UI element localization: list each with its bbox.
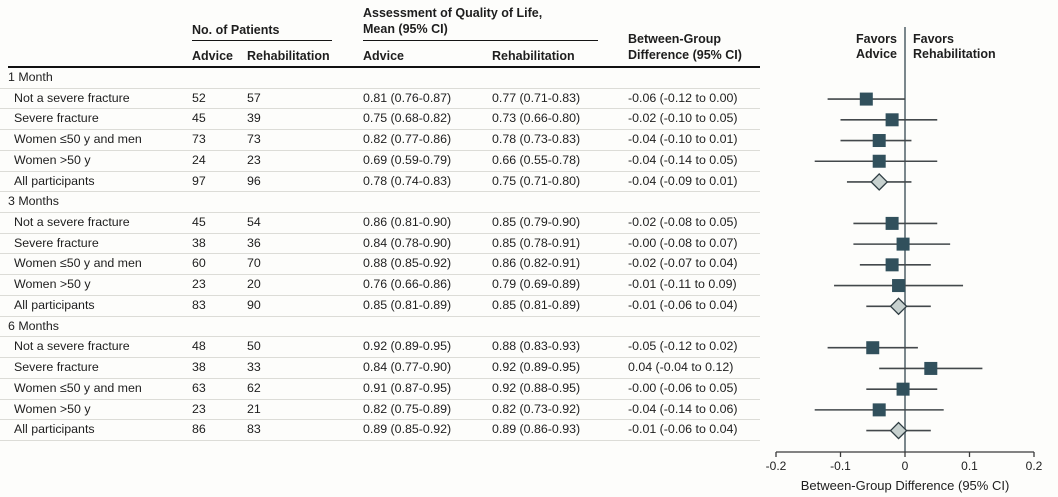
col-group-qol-line2: Mean (95% CI) (363, 22, 448, 36)
col-group-qol-line1: Assessment of Quality of Life, (363, 6, 543, 20)
qol-advice: 0.76 (0.66-0.86) (363, 277, 452, 292)
qol-rehabilitation: 0.88 (0.83-0.93) (492, 339, 581, 354)
n-advice: 38 (192, 360, 206, 375)
col-group-patients: No. of Patients (192, 23, 280, 37)
n-rehabilitation: 23 (247, 152, 261, 167)
table-row (0, 89, 760, 110)
row-label: Not a severe fracture (14, 339, 130, 354)
n-rehabilitation: 21 (247, 401, 261, 416)
forest-marker-square (873, 403, 886, 416)
between-group-difference: -0.01 (-0.06 to 0.04) (628, 297, 738, 312)
n-rehabilitation: 96 (247, 173, 261, 188)
n-advice: 83 (192, 297, 206, 312)
n-advice: 23 (192, 401, 206, 416)
table-row (0, 358, 760, 379)
between-group-difference: -0.05 (-0.12 to 0.02) (628, 339, 738, 354)
forest-marker-diamond (871, 174, 887, 190)
row-label: Severe fracture (14, 111, 99, 126)
n-advice: 73 (192, 132, 206, 147)
forest-marker-square (924, 362, 937, 375)
qol-underline (363, 40, 598, 41)
col-header-q-advice: Advice (363, 49, 404, 63)
between-group-difference: -0.04 (-0.10 to 0.01) (628, 132, 738, 147)
n-advice: 60 (192, 256, 206, 271)
section-row (0, 192, 760, 213)
favors-rehabilitation-line2: Rehabilitation (913, 47, 996, 61)
table-row (0, 213, 760, 234)
forest-marker-square (873, 134, 886, 147)
n-rehabilitation: 36 (247, 235, 261, 250)
between-group-difference: -0.01 (-0.06 to 0.04) (628, 422, 738, 437)
qol-advice: 0.91 (0.87-0.95) (363, 380, 452, 395)
section-label: 1 Month (8, 70, 53, 84)
x-axis-label: Between-Group Difference (95% CI) (800, 478, 1010, 493)
n-advice: 23 (192, 277, 206, 292)
row-label: All participants (14, 422, 95, 437)
forest-plot (760, 0, 1058, 497)
n-rehabilitation: 90 (247, 297, 261, 312)
between-group-difference: -0.06 (-0.12 to 0.00) (628, 90, 738, 105)
qol-advice: 0.86 (0.81-0.90) (363, 215, 452, 230)
section-label: 6 Months (8, 318, 59, 333)
row-label: Severe fracture (14, 360, 99, 375)
qol-rehabilitation: 0.77 (0.71-0.83) (492, 90, 581, 105)
section-row (0, 317, 760, 338)
table-row (0, 379, 760, 400)
between-group-difference: -0.04 (-0.14 to 0.06) (628, 401, 738, 416)
qol-advice: 0.85 (0.81-0.89) (363, 297, 452, 312)
row-label: Not a severe fracture (14, 215, 130, 230)
outcomes-table-body (0, 68, 760, 441)
between-group-difference: -0.01 (-0.11 to 0.09) (628, 277, 737, 292)
n-advice: 24 (192, 152, 206, 167)
row-label: Women ≤50 y and men (14, 380, 142, 395)
col-header-n-advice: Advice (192, 49, 233, 63)
qol-rehabilitation: 0.82 (0.73-0.92) (492, 401, 581, 416)
n-rehabilitation: 70 (247, 256, 261, 271)
qol-advice: 0.78 (0.74-0.83) (363, 173, 452, 188)
between-group-difference: -0.00 (-0.06 to 0.05) (628, 380, 738, 395)
between-group-difference: -0.00 (-0.08 to 0.07) (628, 235, 738, 250)
qol-rehabilitation: 0.89 (0.86-0.93) (492, 422, 581, 437)
forest-marker-square (860, 93, 873, 106)
table-row (0, 296, 760, 317)
forest-marker-square (886, 258, 899, 271)
row-label: Not a severe fracture (14, 90, 130, 105)
n-rehabilitation: 20 (247, 277, 261, 292)
qol-advice: 0.69 (0.59-0.79) (363, 152, 452, 167)
qol-advice: 0.82 (0.75-0.89) (363, 401, 452, 416)
n-advice: 45 (192, 111, 206, 126)
table-row (0, 151, 760, 172)
qol-rehabilitation: 0.75 (0.71-0.80) (492, 173, 581, 188)
row-label: Severe fracture (14, 235, 99, 250)
row-label: All participants (14, 297, 95, 312)
x-tick-label: 0.1 (961, 459, 978, 473)
table-row (0, 109, 760, 130)
table-row (0, 400, 760, 421)
n-advice: 86 (192, 422, 206, 437)
row-label: Women ≤50 y and men (14, 132, 142, 147)
col-header-n-rehab: Rehabilitation (247, 49, 330, 63)
n-rehabilitation: 33 (247, 360, 261, 375)
table-row (0, 254, 760, 275)
between-group-difference: 0.04 (-0.04 to 0.12) (628, 360, 734, 375)
qol-advice: 0.82 (0.77-0.86) (363, 132, 452, 147)
n-rehabilitation: 62 (247, 380, 261, 395)
qol-rehabilitation: 0.85 (0.81-0.89) (492, 297, 581, 312)
forest-marker-square (886, 113, 899, 126)
qol-rehabilitation: 0.66 (0.55-0.78) (492, 152, 581, 167)
x-tick-label: 0.2 (1025, 459, 1043, 473)
table-row (0, 275, 760, 296)
qol-rehabilitation: 0.78 (0.73-0.83) (492, 132, 581, 147)
n-advice: 38 (192, 235, 206, 250)
row-label: Women >50 y (14, 401, 91, 416)
n-rehabilitation: 57 (247, 90, 261, 105)
favors-advice-line1: Favors (856, 32, 897, 46)
x-tick-label: -0.2 (765, 459, 787, 473)
between-group-difference: -0.02 (-0.08 to 0.05) (628, 215, 738, 230)
patients-underline (192, 40, 332, 41)
x-tick-label: 0 (901, 459, 909, 473)
col-header-q-rehab: Rehabilitation (492, 49, 575, 63)
forest-marker-square (892, 279, 905, 292)
table-row (0, 130, 760, 151)
forest-marker-square (866, 341, 879, 354)
between-group-difference: -0.02 (-0.07 to 0.04) (628, 256, 738, 271)
between-group-difference: -0.04 (-0.09 to 0.01) (628, 173, 738, 188)
row-label: Women ≤50 y and men (14, 256, 142, 271)
row-label: Women >50 y (14, 277, 91, 292)
n-rehabilitation: 83 (247, 422, 261, 437)
col-diff-line1: Between-Group (628, 32, 722, 46)
qol-rehabilitation: 0.92 (0.88-0.95) (492, 380, 581, 395)
qol-rehabilitation: 0.92 (0.89-0.95) (492, 360, 581, 375)
section-label: 3 Months (8, 194, 59, 209)
qol-advice: 0.88 (0.85-0.92) (363, 256, 452, 271)
n-advice: 97 (192, 173, 206, 188)
table-row (0, 234, 760, 255)
qol-rehabilitation: 0.85 (0.79-0.90) (492, 215, 581, 230)
n-advice: 52 (192, 90, 206, 105)
section-row (0, 68, 760, 89)
qol-rehabilitation: 0.79 (0.69-0.89) (492, 277, 581, 292)
between-group-difference: -0.04 (-0.14 to 0.05) (628, 152, 738, 167)
n-rehabilitation: 73 (247, 132, 261, 147)
qol-advice: 0.84 (0.78-0.90) (363, 235, 452, 250)
x-tick-label: -0.1 (830, 459, 851, 473)
qol-rehabilitation: 0.86 (0.82-0.91) (492, 256, 581, 271)
qol-advice: 0.92 (0.89-0.95) (363, 339, 452, 354)
n-advice: 63 (192, 380, 206, 395)
qol-advice: 0.84 (0.77-0.90) (363, 360, 452, 375)
forest-marker-square (886, 217, 899, 230)
table-row (0, 172, 760, 193)
n-rehabilitation: 54 (247, 215, 261, 230)
favors-advice-line2: Advice (856, 47, 897, 61)
qol-advice: 0.89 (0.85-0.92) (363, 422, 452, 437)
n-advice: 48 (192, 339, 206, 354)
qol-rehabilitation: 0.85 (0.78-0.91) (492, 235, 581, 250)
row-label: Women >50 y (14, 152, 91, 167)
n-rehabilitation: 50 (247, 339, 261, 354)
forest-marker-square (897, 238, 910, 251)
table-row (0, 420, 760, 441)
row-label: All participants (14, 173, 95, 188)
qol-advice: 0.75 (0.68-0.82) (363, 111, 452, 126)
between-group-difference: -0.02 (-0.10 to 0.05) (628, 111, 738, 126)
forest-marker-square (873, 155, 886, 168)
favors-rehabilitation-line1: Favors (913, 32, 954, 46)
forest-marker-square (897, 383, 910, 396)
table-row (0, 337, 760, 358)
n-advice: 45 (192, 215, 206, 230)
qol-advice: 0.81 (0.76-0.87) (363, 90, 452, 105)
n-rehabilitation: 39 (247, 111, 261, 126)
col-diff-line2: Difference (95% CI) (628, 48, 742, 62)
qol-rehabilitation: 0.73 (0.66-0.80) (492, 111, 581, 126)
